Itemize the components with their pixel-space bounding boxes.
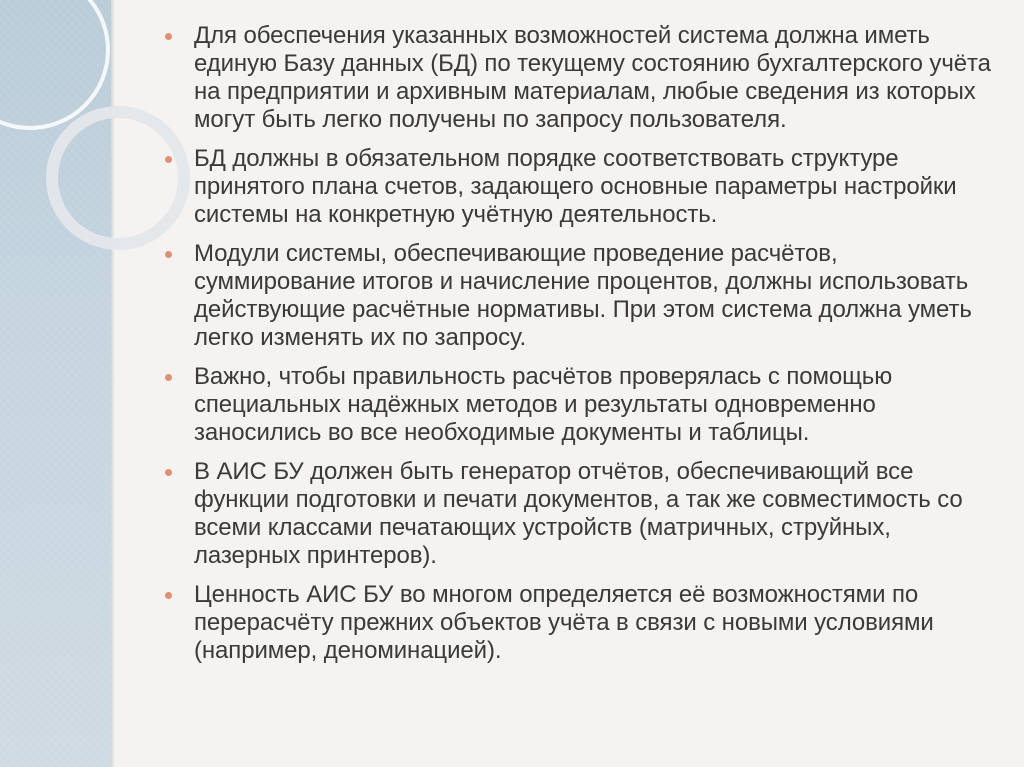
round-bullet-icon <box>165 33 172 40</box>
list-item <box>160 22 1000 134</box>
bullet-text: В АИС БУ должен быть генератор отчётов, обеспечивающий все функции подготовки и печати документов, а так же совместимость со всеми классами печатающих устройств (матричных, струйных, лазерных принтеров). <box>194 458 963 569</box>
round-bullet-icon <box>165 592 172 599</box>
list-item <box>160 240 1000 352</box>
list-item <box>160 363 1000 447</box>
round-bullet-icon <box>165 251 172 258</box>
bullet-text: Модули системы, обеспечивающие проведение расчётов, суммирование итогов и начисление процентов, должны использовать действующие расчётные нормативы. При этом система должна уметь легко изменять их по запросу. <box>194 240 972 351</box>
round-bullet-icon <box>165 374 172 381</box>
list-item <box>160 458 1000 570</box>
bullet-text: Важно, чтобы правильность расчётов проверялась с помощью специальных надёжных методов и результаты одновременно заносились во все необходимые документы и таблицы. <box>194 363 893 446</box>
ring-large <box>0 0 108 128</box>
list-item <box>160 581 1000 665</box>
round-bullet-icon <box>165 469 172 476</box>
list-item <box>160 145 1000 229</box>
bullet-text: Ценность АИС БУ во многом определяется её возможностями по перерасчёту прежних объектов учёта в связи с новыми условиями (например, деноминацией). <box>194 581 934 664</box>
bullet-text: БД должны в обязательном порядке соответствовать структуре принятого плана счетов, задающего основные параметры настройки системы на конкретную учётную деятельность. <box>194 145 957 228</box>
bullet-text: Для обеспечения указанных возможностей система должна иметь единую Базу данных (БД) по текущему состоянию бухгалтерского учёта на предприятии и архивным материалам, любые сведения из которых могут быть легко получены по запросу пользователя. <box>194 22 991 133</box>
bullet-list <box>160 22 1000 676</box>
round-bullet-icon <box>165 156 172 163</box>
